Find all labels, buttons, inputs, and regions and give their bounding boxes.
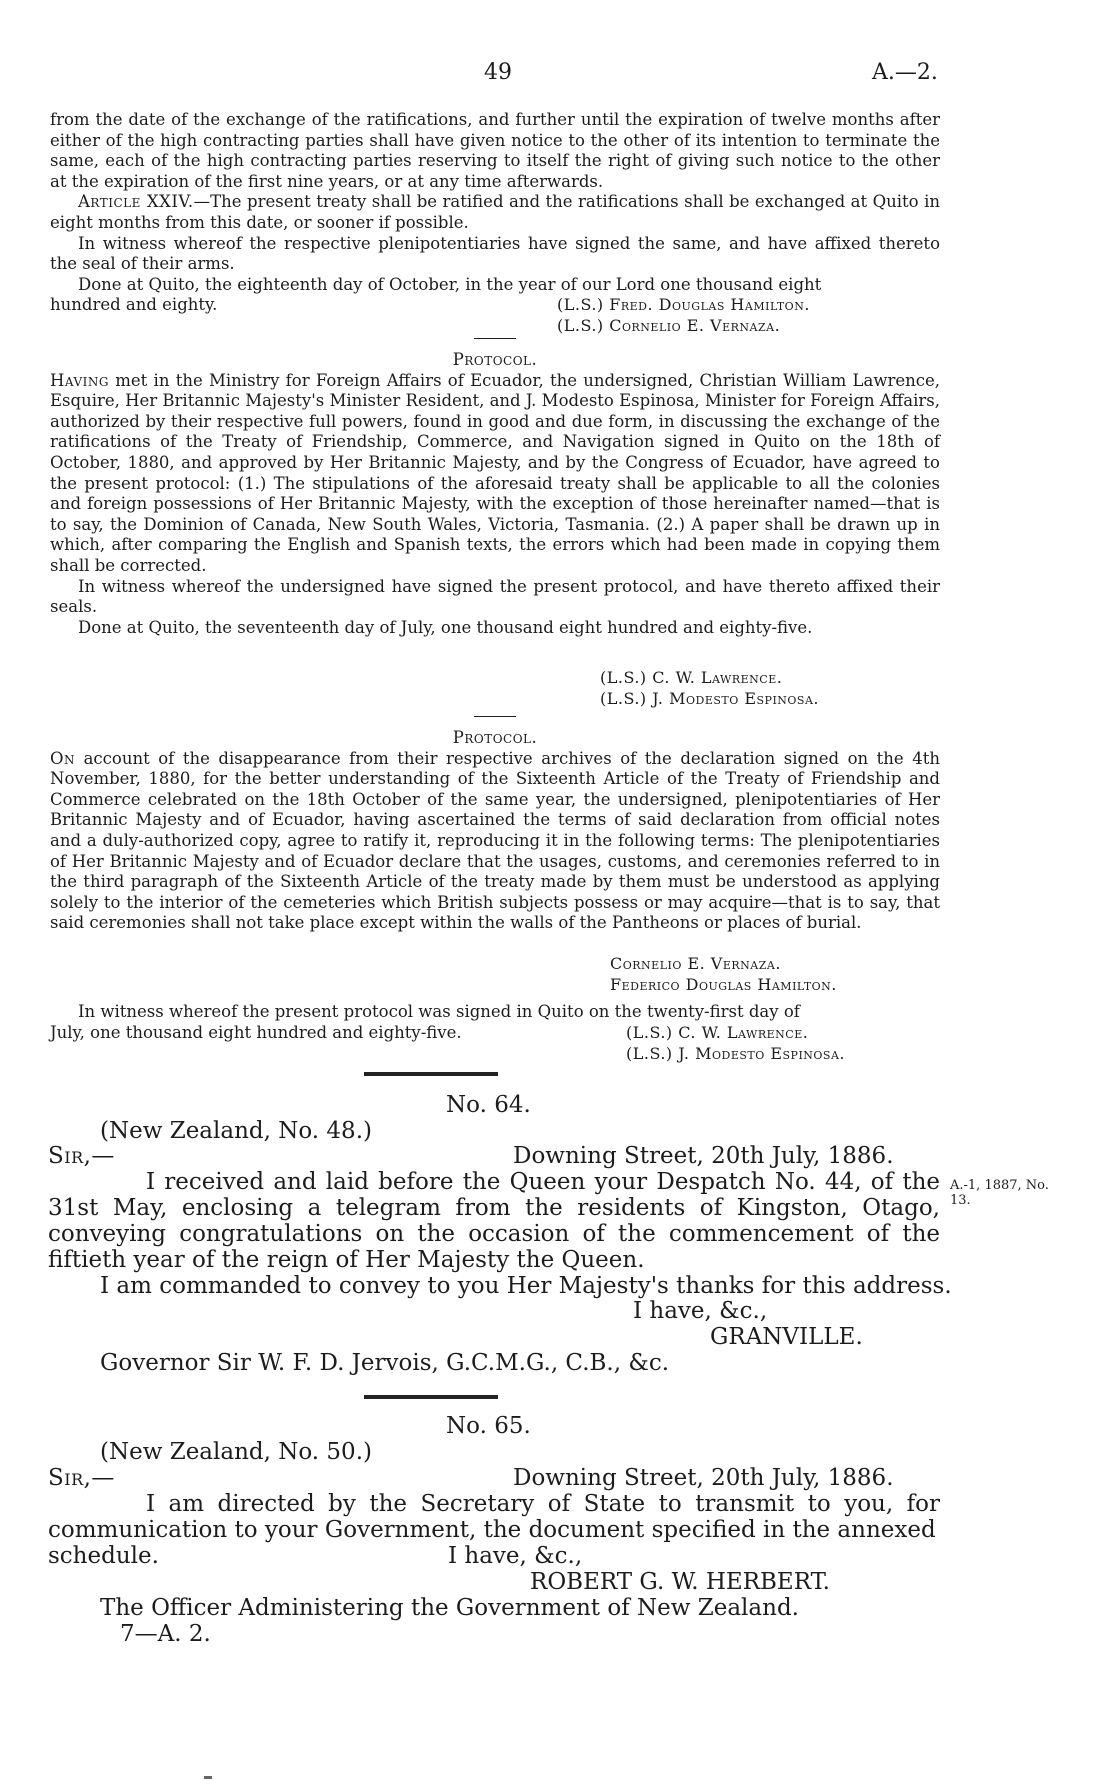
despatch-65-place-date: Downing Street, 20th July, 1886. — [513, 1465, 894, 1491]
protocol-one-body — [50, 371, 940, 577]
despatch-64-signature: GRANVILLE. — [710, 1324, 863, 1350]
section-divider — [474, 716, 516, 717]
despatch-64-salutation: Sir,— — [48, 1143, 115, 1169]
protocol-two-witness-line2: July, one thousand eight hundred and eighty-five. — [50, 1022, 462, 1042]
protocol-one-heading: Protocol. — [452, 350, 538, 369]
protocol-two-text: account of the disappearance from their respective archives of the declaration signed on the 4th November, 1880, for the better understanding of the Sixteenth Article of the Treaty of Friendship and Commerce celebrated on the 18th October of the same year, the undersigned, plenipotentiaries of Her Britannic Majesty and of Ecuador, having ascertained the terms of said declaration from official notes and a duly-authorized copy, agree to ratify it, reproducing it in the following terms: The plenipotentiaries of Her Britannic Majesty and of Ecuador declare that the usages, customs, and ceremonies referred to in the third paragraph of the Sixteenth Article of the treaty made by them must be understood as applying solely to the interior of the cemeteries which British subjects possess or may acquire—that is to say, that said ceremonies shall not take place except within the walls of the Pantheons or places of burial. — [50, 748, 940, 933]
treaty-witness: In witness whereof the respective plenipotentiaries have signed the same, and have affixed thereto the seal of their arms. — [50, 233, 940, 274]
protocol-two-lead: On — [50, 748, 76, 768]
despatch-65-body-end: schedule. — [48, 1543, 159, 1569]
despatch-64-place-date: Downing Street, 20th July, 1886. — [513, 1143, 894, 1169]
protocol-two-signature-hamilton: Federico Douglas Hamilton. — [610, 975, 837, 994]
protocol-one-signature-lawrence: (L.S.) C. W. Lawrence. — [600, 668, 783, 687]
protocol-two-signature-espinosa: (L.S.) J. Modesto Espinosa. — [626, 1044, 845, 1063]
protocol-one-signature-espinosa: (L.S.) J. Modesto Espinosa. — [600, 689, 819, 708]
despatch-divider — [364, 1395, 498, 1399]
signature-mark: 7—A. 2. — [120, 1621, 211, 1647]
despatch-64-addressee: Governor Sir W. F. D. Jervois, G.C.M.G., C.B., &c. — [100, 1350, 670, 1376]
treaty-end-section — [50, 110, 940, 316]
despatch-65-salutation: Sir,— — [48, 1465, 115, 1491]
despatch-64-body: I received and laid before the Queen your Despatch No. 44, of the 31st May, enclosing a telegram from the residents of Kingston, Otago, conveying congratulations on the occasion of the commencement of the fiftieth year of the reign of Her Majesty the Queen. — [48, 1169, 940, 1273]
despatch-divider — [364, 1072, 498, 1076]
treaty-done-line2: hundred and eighty. — [50, 295, 218, 315]
page-number: 49 — [484, 60, 512, 85]
despatch-65-reference: (New Zealand, No. 50.) — [100, 1439, 372, 1465]
protocol-two — [50, 728, 940, 934]
margin-note-line1: A.-1, 1887, No. — [950, 1178, 1049, 1193]
protocol-one-text: met in the Ministry for Foreign Affairs of Ecuador, the undersigned, Christian William Lawrence, Esquire, Her Britannic Majesty's Minister Resident, and J. Modesto Espinosa, Minister for Foreign Affairs, authorized by their respective full powers, found in good and due form, in discussing the exchange of the ratifications of the Treaty of Friendship, Commerce, and Navigation signed in Quito on the 18th of October, 1880, and approved by Her Britannic Majesty, and by the Congress of Ecuador, have agreed to the present protocol: (1.) The stipulations of the aforesaid treaty shall be applicable to all the colonies and foreign possessions of Her Britannic Majesty, with the exception of those hereinafter named—that is to say, the Dominion of Canada, New South Wales, Victoria, Tasmania. (2.) A paper shall be drawn up in which, after comparing the English and Spanish texts, the errors which had been made in copying them shall be corrected. — [50, 370, 940, 575]
protocol-one — [50, 350, 940, 638]
printer-mark — [204, 1776, 212, 1779]
article-xxiv — [50, 192, 940, 233]
despatch-65-addressee: The Officer Administering the Government of New Zealand. — [100, 1595, 799, 1621]
treaty-done-line1: Done at Quito, the eighteenth day of October, in the year of our Lord one thousand eight — [78, 274, 822, 294]
treaty-paragraph: from the date of the exchange of the ratifications, and further until the expiration of twelve months after either of the high contracting parties shall have given notice to the other of its intention to terminate the same, each of the high contracting parties reserving to itself the right of giving such notice to the other at the expiration of the first nine years, or at any time afterwards. — [50, 110, 940, 191]
despatch-65-signature: ROBERT G. W. HERBERT. — [530, 1569, 830, 1595]
despatch-65-number: No. 65. — [446, 1413, 531, 1439]
despatch-64-closing: I have, &c., — [633, 1298, 768, 1324]
article-label: Article XXIV. — [78, 192, 194, 212]
protocol-two-body — [50, 749, 940, 934]
paper-reference: A.—2. — [872, 60, 938, 85]
protocol-two-witness-line1: In witness whereof the present protocol was signed in Quito on the twenty-first day of — [78, 1002, 800, 1021]
treaty-signature-hamilton: (L.S.) Fred. Douglas Hamilton. — [557, 295, 810, 314]
despatch-64-reference: (New Zealand, No. 48.) — [100, 1118, 372, 1144]
protocol-two-signature-lawrence: (L.S.) C. W. Lawrence. — [626, 1023, 809, 1042]
treaty-signature-vernaza: (L.S.) Cornelio E. Vernaza. — [557, 316, 781, 335]
despatch-65-closing: I have, &c., — [448, 1543, 583, 1569]
protocol-one-done: Done at Quito, the seventeenth day of July, one thousand eight hundred and eighty-five. — [78, 617, 813, 637]
despatch-64-number: No. 64. — [446, 1092, 531, 1118]
protocol-two-signature-vernaza: Cornelio E. Vernaza. — [610, 954, 781, 973]
article-text: —The present treaty shall be ratified and the ratifications shall be exchanged at Quito in eight months from this date, or sooner if possible. — [50, 192, 940, 232]
protocol-two-heading: Protocol. — [452, 728, 538, 747]
margin-note-line2: 13. — [950, 1193, 971, 1208]
protocol-one-lead: Having — [50, 370, 109, 390]
despatch-65-body: I am directed by the Secretary of State to transmit to you, for communication to your Government, the document specified in the annexed — [48, 1491, 940, 1543]
section-divider — [474, 338, 516, 339]
protocol-one-witness: In witness whereof the undersigned have signed the present protocol, and have thereto affixed their seals. — [50, 576, 940, 617]
despatch-64-body-thanks: I am commanded to convey to you Her Majesty's thanks for this address. — [100, 1273, 952, 1299]
